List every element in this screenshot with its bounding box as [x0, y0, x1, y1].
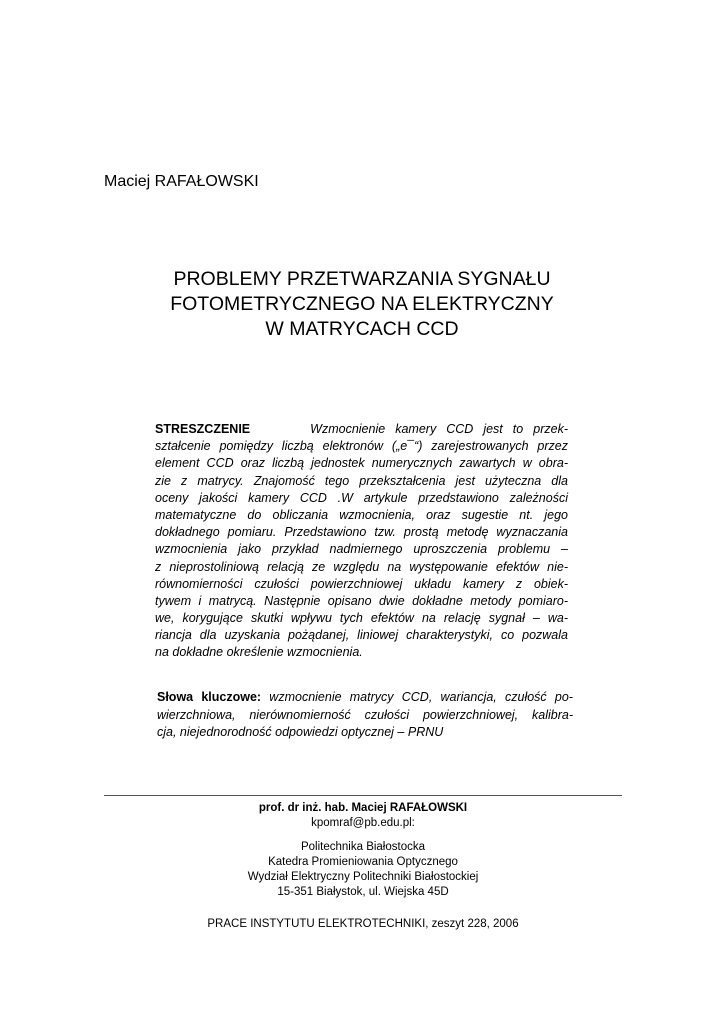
- abstract-line: [155, 421, 568, 438]
- paper-title: [130, 267, 594, 342]
- abstract: [155, 421, 568, 662]
- keywords-heading: Słowa kluczowe:: [157, 690, 262, 704]
- affiliation-faculty: Wydział Elektryczny Politechniki Białostockiej: [247, 871, 479, 883]
- footnote-divider: [104, 795, 622, 796]
- affiliation-institution: Politechnika Białostocka: [300, 841, 425, 853]
- abstract-line: wzmocnienia jako przykład nadmiernego uproszczenia problemu –: [155, 542, 568, 557]
- abstract-text: Wzmocnienie kamery CCD jest to przek-: [310, 422, 568, 436]
- keywords-line: wierzchniowa, nierównomierność czułości powierzchniowej, kalibra-: [157, 707, 573, 722]
- title-line: FOTOMETRYCZNEGO NA ELEKTRYCZNY: [170, 293, 554, 315]
- abstract-line: element CCD oraz liczbą jednostek numerycznych zawartych w obra-: [155, 456, 568, 471]
- abstract-line: ształcenie pomiędzy liczbą elektronów („e¯“) zarejestrowanych przez: [155, 439, 568, 454]
- abstract-heading: STRESZCZENIE: [155, 422, 251, 436]
- author-affiliation: [104, 801, 622, 900]
- affiliation-author-name: prof. dr inż. hab. Maciej RAFAŁOWSKI: [258, 802, 468, 814]
- keywords-line: [157, 689, 573, 707]
- author-name: Maciej RAFAŁOWSKI: [104, 173, 259, 190]
- affiliation-email: kpomraf@pb.edu.pl:: [311, 817, 415, 829]
- keywords-line: cja, niejednorodność odpowiedzi optycznej – PRNU: [157, 725, 444, 739]
- affiliation-department: Katedra Promieniowania Optycznego: [268, 856, 458, 868]
- abstract-line: na dokładne określenie wzmocnienia.: [155, 645, 363, 660]
- title-line: W MATRYCACH CCD: [265, 318, 459, 340]
- abstract-line: riancja dla uzyskania pożądanej, liniowej charakterystyki, co pozwala: [155, 628, 568, 643]
- abstract-line: równomierności czułości powierzchniowej układu kamery z obiek-: [155, 576, 568, 591]
- keywords: [157, 689, 573, 742]
- abstract-line: matematyczne do obliczania wzmocnienia, oraz sugestie nt. jego: [155, 507, 568, 522]
- abstract-line: zie z matrycy. Znajomość tego przekształcenia jest użyteczna dla: [155, 473, 568, 488]
- keywords-text: wzmocnienie matrycy CCD, wariancja, czułość po-: [269, 690, 573, 704]
- abstract-line: dokładnego pomiaru. Przedstawiono tzw. prostą metodę wyznaczania: [155, 525, 568, 540]
- abstract-line: tywem i matrycą. Następnie opisano dwie dokładne metody pomiaro-: [155, 593, 568, 608]
- abstract-line: we, korygujące skutki wpływu tych efektów na relację sygnał – wa-: [155, 611, 568, 626]
- abstract-line: z nieprostoliniową relacją ze względu na występowanie efektów nie-: [155, 559, 568, 574]
- abstract-line: oceny jakości kamery CCD .W artykule przedstawiono zależności: [155, 490, 568, 505]
- affiliation-address: 15-351 Białystok, ul. Wiejska 45D: [277, 886, 449, 898]
- title-line: PROBLEMY PRZETWARZANIA SYGNAŁU: [173, 268, 551, 290]
- journal-footer: PRACE INSTYTUTU ELEKTROTECHNIKI, zeszyt 228, 2006: [207, 918, 519, 930]
